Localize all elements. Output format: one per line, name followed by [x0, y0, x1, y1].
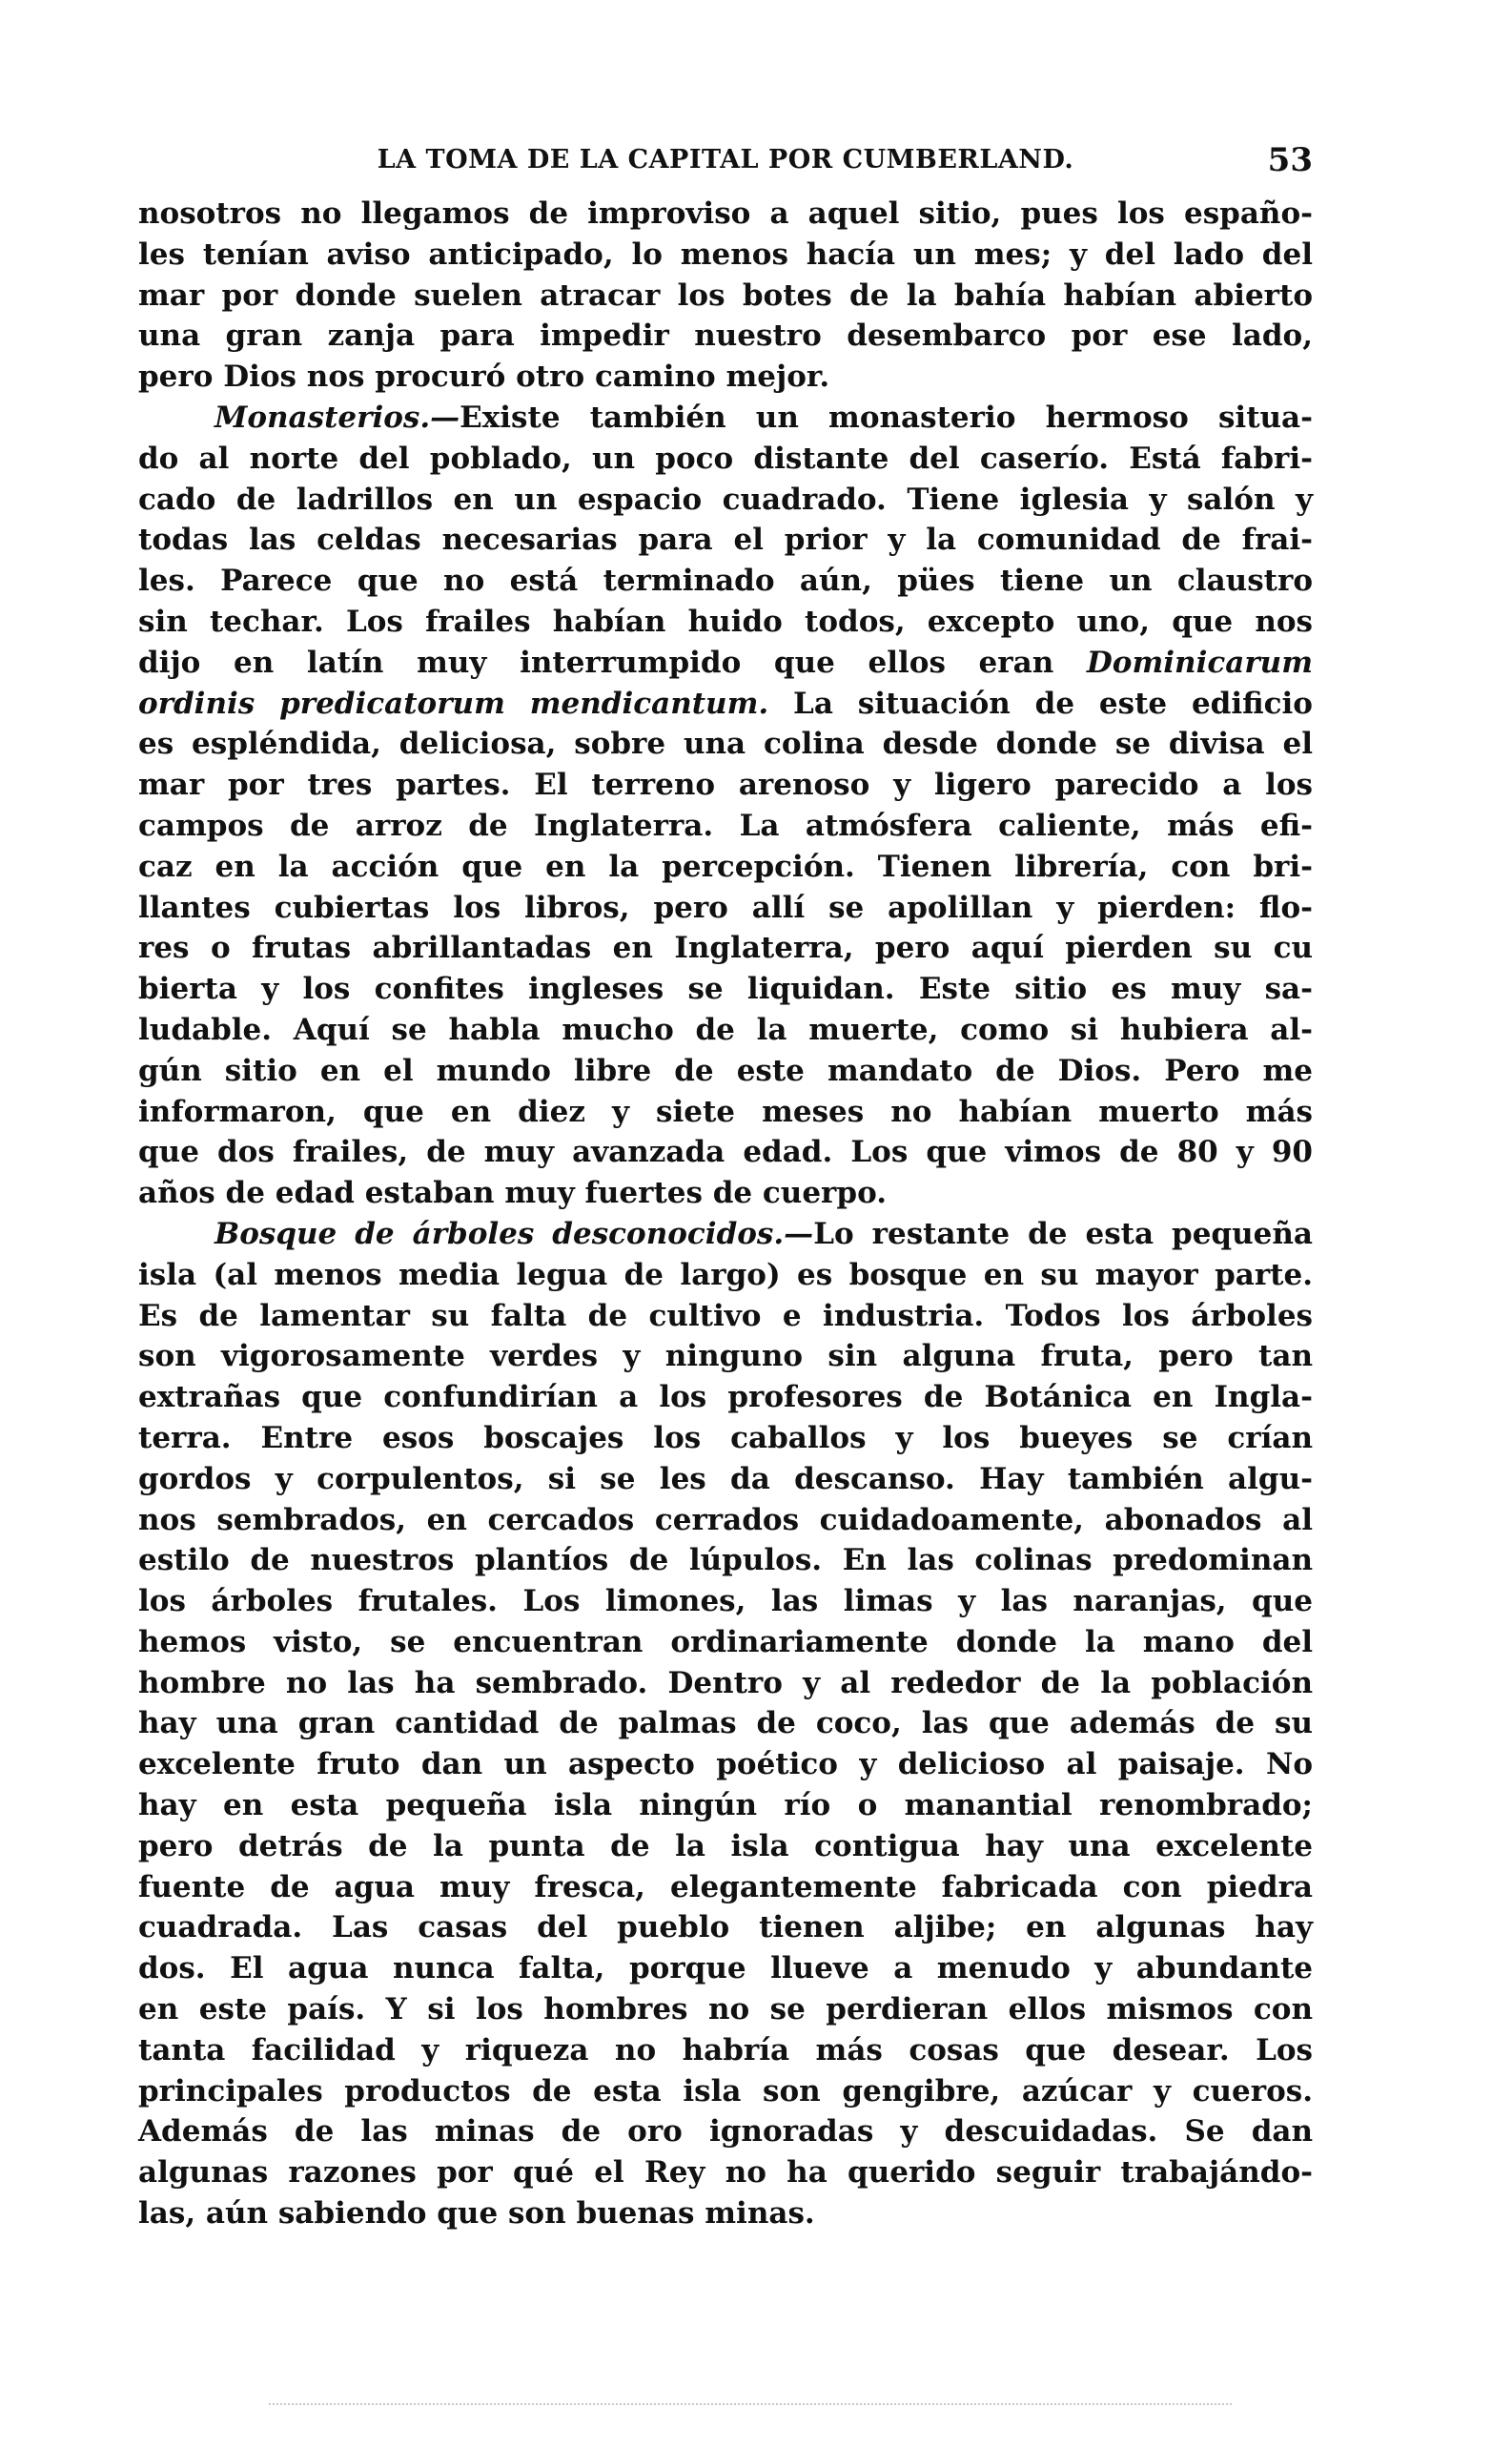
latin-phrase: Dominicarum — [1086, 645, 1313, 680]
text-line: Además de las minas de oro ignoradas y descuidadas. Se dan — [138, 2114, 1313, 2150]
text-line: pero detrás de la punta de la isla contigua hay una excelente — [138, 1828, 1313, 1863]
section-heading-monasterios: Monasterios.— — [215, 400, 460, 435]
text-line: nosotros no llegamos de improviso a aquel sitio, pues los españo- — [138, 196, 1313, 231]
text-line: una gran zanja para impedir nuestro desembarco por ese lado, — [138, 319, 1313, 354]
text-line: sin techar. Los frailes habían huido todos, excepto uno, que nos — [138, 604, 1313, 639]
text-line: todas las celdas necesarias para el prior y la comunidad de frai- — [138, 523, 1313, 558]
paragraph-start-monasterios — [138, 398, 1313, 439]
text-line: hay en esta pequeña isla ningún río o manantial renombrado; — [138, 1788, 1313, 1823]
text-line: hay una gran cantidad de palmas de coco, las que además de su — [138, 1706, 1313, 1741]
text-line: dos. El agua nunca falta, porque llueve a menudo y abundante — [138, 1951, 1313, 1986]
running-head — [138, 141, 1313, 183]
text-line: les. Parece que no está terminado aún, pües tiene un claustro — [138, 564, 1313, 599]
text-line: bierta y los confites ingleses se liquidan. Este sitio es muy sa- — [138, 972, 1313, 1007]
text-line: mar por donde suelen atracar los botes de la bahía habían abierto — [138, 278, 1313, 313]
text-line: son vigorosamente verdes y ninguno sin alguna fruta, pero tan — [138, 1339, 1313, 1374]
text-run: dijo en latín muy interrumpido que ellos eran — [138, 645, 1054, 680]
page-number: 53 — [1267, 141, 1313, 179]
text-line: excelente fruto dan un aspecto poético y delicioso al paisaje. No — [138, 1747, 1313, 1782]
text-line-with-latin — [138, 643, 1313, 684]
text-line: les tenían aviso anticipado, lo menos hacía un mes; y del lado del — [138, 237, 1313, 272]
text-line: campos de arroz de Inglaterra. La atmósfera caliente, más efi- — [138, 808, 1313, 843]
text-run: Existe también un monasterio hermoso situa- — [460, 400, 1313, 435]
text-line: Es de lamentar su falta de cultivo e industria. Todos los árboles — [138, 1298, 1313, 1333]
text-line: gún sitio en el mundo libre de este mandato de Dios. Pero me — [138, 1053, 1313, 1088]
text-line: terra. Entre esos boscajes los caballos y los bueyes se crían — [138, 1420, 1313, 1455]
text-line: extrañas que confundirían a los profesores de Botánica en Ingla- — [138, 1380, 1313, 1415]
latin-phrase: ordinis predicatorum mendicantum. — [138, 686, 769, 721]
text-line: años de edad estaban muy fuertes de cuerpo. — [138, 1176, 887, 1211]
text-line: nos sembrados, en cercados cerrados cuidadoamente, abonados al — [138, 1502, 1313, 1537]
text-line: que dos frailes, de muy avanzada edad. Los que vimos de 80 y 90 — [138, 1135, 1313, 1170]
text-line: isla (al menos media legua de largo) es bosque en su mayor parte. — [138, 1257, 1313, 1292]
text-line: algunas razones por qué el Rey no ha querido seguir trabajándo- — [138, 2155, 1313, 2191]
text-line: en este país. Y si los hombres no se perdieran ellos mismos con — [138, 1992, 1313, 2027]
text-line: las, aún sabiendo que son buenas minas. — [138, 2196, 815, 2232]
text-run: Lo restante de esta pequeña — [813, 1216, 1313, 1251]
running-title: LA TOMA DE LA CAPITAL POR CUMBERLAND. — [377, 145, 1074, 175]
text-line: hombre no las ha sembrado. Dentro y al rededor de la población — [138, 1665, 1313, 1700]
text-line: caz en la acción que en la percepción. Tienen librería, con bri- — [138, 849, 1313, 884]
text-run: La situación de este edificio — [793, 686, 1313, 721]
text-line: cado de ladrillos en un espacio cuadrado. Tiene iglesia y salón y — [138, 482, 1313, 517]
text-line: es espléndida, deliciosa, sobre una colina desde donde se divisa el — [138, 727, 1313, 762]
text-line: los árboles frutales. Los limones, las limas y las naranjas, que — [138, 1584, 1313, 1619]
text-line: do al norte del poblado, un poco distante del caserío. Está fabri- — [138, 441, 1313, 476]
text-line: principales productos de esta isla son gengibre, azúcar y cueros. — [138, 2073, 1313, 2109]
text-line: pero Dios nos procuró otro camino mejor. — [138, 360, 830, 395]
text-line: mar por tres partes. El terreno arenoso y ligero parecido a los — [138, 768, 1313, 803]
text-line: hemos visto, se encuentran ordinariamente donde la mano del — [138, 1624, 1313, 1659]
text-line: ludable. Aquí se habla mucho de la muerte, como si hubiera al- — [138, 1012, 1313, 1047]
text-line: estilo de nuestros plantíos de lúpulos. En las colinas predominan — [138, 1543, 1313, 1578]
text-line: fuente de agua muy fresca, elegantemente fabricada con piedra — [138, 1869, 1313, 1904]
text-line: gordos y corpulentos, si se les da descanso. Hay también algu- — [138, 1461, 1313, 1496]
paragraph-start-bosque — [138, 1214, 1313, 1255]
scan-edge-rule — [269, 2403, 1232, 2405]
text-line: tanta facilidad y riqueza no habría más cosas que desear. Los — [138, 2032, 1313, 2067]
text-line-with-latin — [138, 684, 1313, 725]
section-heading-bosque: Bosque de árboles desconocidos.— — [215, 1216, 814, 1251]
text-line: llantes cubiertas los libros, pero allí se apolillan y pierden: flo- — [138, 890, 1313, 925]
body-text — [138, 194, 1313, 2234]
text-line: res o frutas abrillantadas en Inglaterra, pero aquí pierden su cu — [138, 931, 1313, 966]
text-line: informaron, que en diez y siete meses no habían muerto más — [138, 1094, 1313, 1129]
text-line: cuadrada. Las casas del pueblo tienen aljibe; en algunas hay — [138, 1910, 1313, 1945]
